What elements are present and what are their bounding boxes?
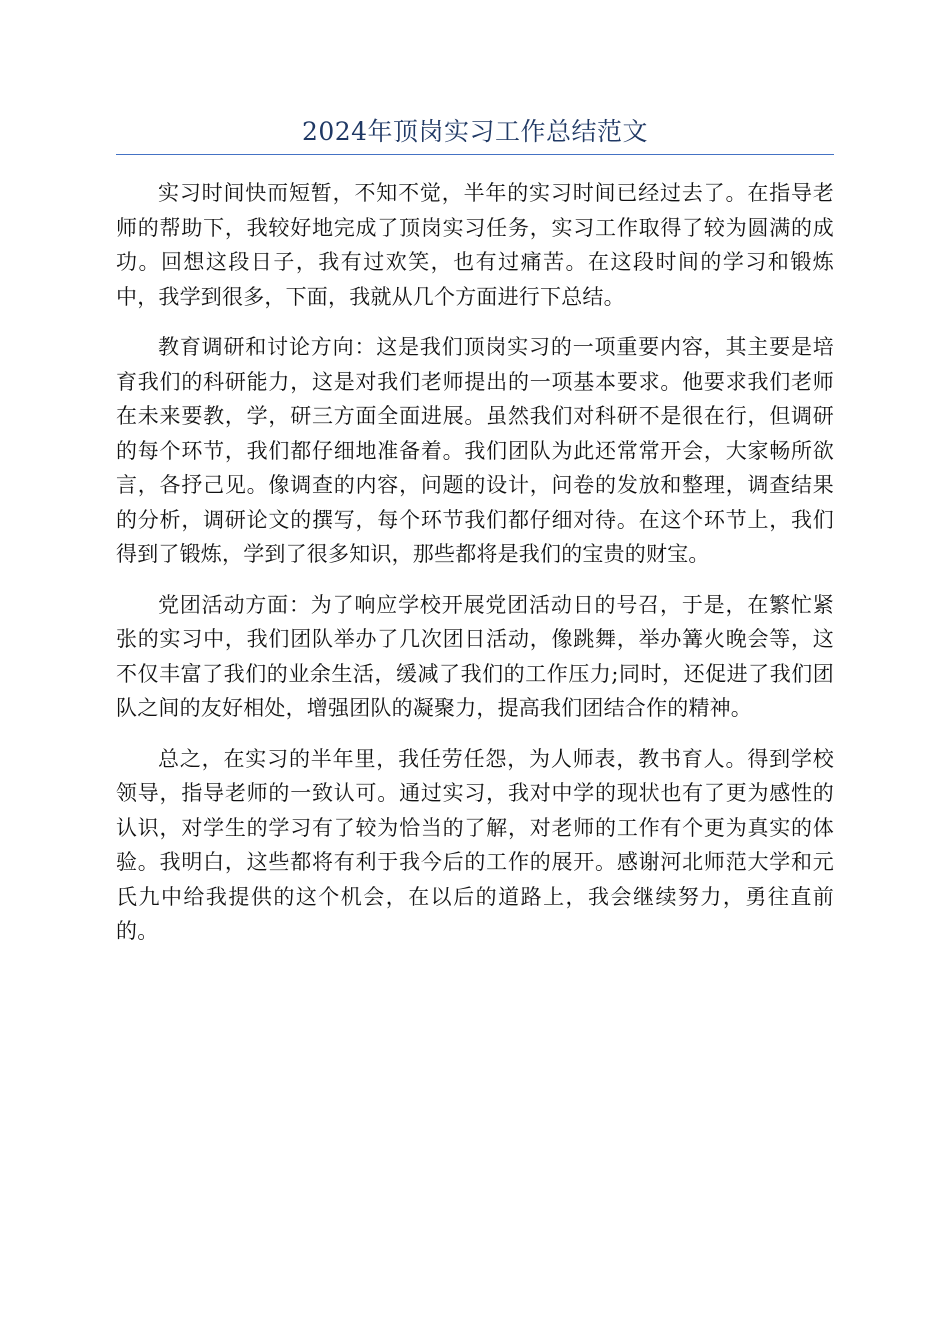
paragraph-conclusion: 总之，在实习的半年里，我任劳任怨，为人师表，教书育人。得到学校领导，指导老师的一致认可。通过实习，我对中学的现状也有了更为感性的认识，对学生的学习有了较为恰当的了解，对老师的工作有个更为真实的体验。我明白，这些都将有利于我今后的工作的展开。感谢河北师范大学和元氏九中给我提供的这个机会，在以后的道路上，我会继续努力，勇往直前的。 (116, 746, 834, 943)
paragraph-party-activities: 党团活动方面：为了响应学校开展党团活动日的号召，于是，在繁忙紧张的实习中，我们团队举办了几次团日活动，像跳舞，举办篝火晚会等，这不仅丰富了我们的业余生活，缓减了我们的工作压力;同时，还促进了我们团队之间的友好相处，增强团队的凝聚力，提高我们团结合作的精神。 (116, 592, 834, 720)
document-title: 2024年顶岗实习工作总结范文 (301, 117, 649, 146)
paragraph-research: 教育调研和讨论方向：这是我们顶岗实习的一项重要内容，其主要是培育我们的科研能力，这是对我们老师提出的一项基本要求。他要求我们老师在未来要教，学，研三方面全面进展。虽然我们对科研不是很在行，但调研的每个环节，我们都仔细地准备着。我们团队为此还常常开会，大家畅所欲言，各抒己见。像调查的内容，问题的设计，问卷的发放和整理，调查结果的分析，调研论文的撰写，每个环节我们都仔细对待。在这个环节上，我们得到了锻炼，学到了很多知识，那些都将是我们的宝贵的财宝。 (116, 335, 834, 566)
document-body (116, 176, 834, 965)
paragraph-intro: 实习时间快而短暂，不知不觉，半年的实习时间已经过去了。在指导老师的帮助下，我较好地完成了顶岗实习任务，实习工作取得了较为圆满的成功。回想这段日子，我有过欢笑，也有过痛苦。在这段时间的学习和锻炼中，我学到很多，下面，我就从几个方面进行下总结。 (116, 181, 834, 309)
title-underline (116, 154, 834, 155)
